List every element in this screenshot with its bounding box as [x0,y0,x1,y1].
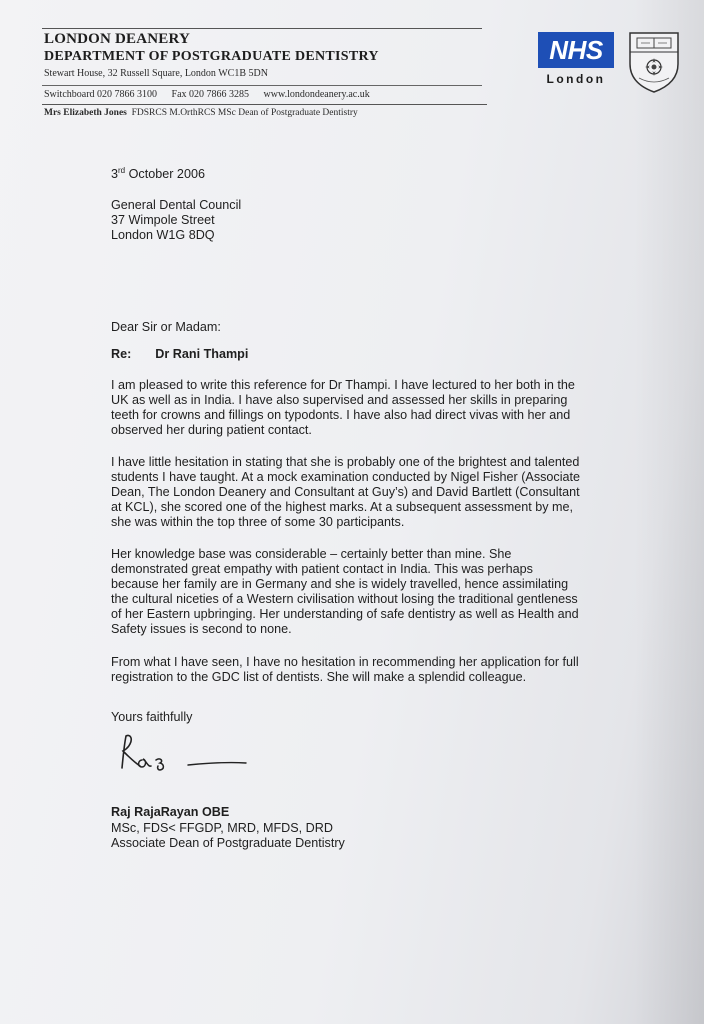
dean-name: Mrs Elizabeth Jones [44,108,127,118]
recipient-address [111,198,241,243]
body-paragraph [111,547,631,637]
body-paragraph [111,655,631,685]
fax-number: Fax 020 7866 3285 [171,89,250,100]
paragraph-line: I have little hesitation in stating that she is probably one of the brightest and talented [111,455,580,469]
dean-details: FDSRCS M.OrthRCS MSc Dean of Postgraduate Dentistry [131,108,358,118]
paragraph-line: demonstrated great empathy with patient contact in India. This was perhaps [111,562,533,576]
paragraph-line: the cultural niceties of a Western civilisation without losing the traditional gentleness [111,592,578,606]
page-shadow [634,0,704,1024]
letterhead-bottom-rule [42,104,487,105]
recipient-line: 37 Wimpole Street [111,213,215,227]
paragraph-line: because her family are in Germany and she is widely travelled, hence assimilating [111,577,569,591]
paragraph-line: students I have taught. At a mock examination conducted by Nigel Fisher (Associate [111,470,581,484]
department-name: DEPARTMENT OF POSTGRADUATE DENTISTRY [44,49,379,64]
date-suffix: rd [118,166,126,175]
date-month-year: October 2006 [125,167,205,181]
body-paragraph [111,455,631,530]
closing: Yours faithfully [111,710,193,724]
paragraph-line: I am pleased to write this reference for Dr Thampi. I have lectured to her both in the [111,378,575,392]
organization-name: LONDON DEANERY [44,31,191,47]
paragraph-line: of her Eastern upbringing. Her understanding of safe dentistry as well as Health and [111,607,579,621]
recipient-line: General Dental Council [111,198,242,212]
signatory-name: Raj RajaRayan OBE [111,805,230,819]
paragraph-line: From what I have seen, I have no hesitation in recommending her application for full [111,655,579,669]
nhs-logo-subtitle: London [546,72,606,86]
paragraph-line: Her knowledge base was considerable – certainly better than mine. She [111,547,512,561]
paragraph-line: registration to the GDC list of dentists. She will make a splendid colleague. [111,670,527,684]
handwritten-signature-icon [118,732,258,782]
nhs-logo-block [538,32,620,86]
letterhead-contacts [44,89,382,100]
deanery-crest-icon [627,30,681,94]
body-paragraph [111,378,631,438]
paragraph-line: Safety issues is second to none. [111,622,292,636]
paragraph-line: UK as well as in India. I have also supervised and assessed her skills in preparing [111,393,568,407]
signatory-title: Associate Dean of Postgraduate Dentistry [111,836,345,850]
paragraph-line: observed her during patient contact. [111,423,312,437]
recipient-line: London W1G 8DQ [111,228,215,242]
letterhead-mid-rule [42,85,482,86]
signatory-qualifications: MSc, FDS< FFGDP, MRD, MFDS, DRD [111,821,333,835]
letter-date [111,167,205,182]
website: www.londondeanery.ac.uk [263,89,370,100]
switchboard-number: Switchboard 020 7866 3100 [44,89,158,100]
letterhead-top-rule [42,28,482,29]
subject-line [111,347,248,362]
paragraph-line: she was within the top three of some 30 participants. [111,515,405,529]
date-day: 3 [111,167,119,181]
subject-label: Re: [111,347,132,361]
subject-name: Dr Rani Thampi [155,347,249,361]
dean-line [44,108,358,118]
nhs-logo: NHS [538,32,614,68]
salutation: Dear Sir or Madam: [111,320,221,334]
paragraph-line: teeth for crowns and fillings on typodonts. I have also had direct vivas with her and [111,408,571,422]
paragraph-line: Dean, The London Deanery and Consultant at Guy’s) and David Bartlett (Consultant [111,485,580,499]
letterhead-address: Stewart House, 32 Russell Square, London WC1B 5DN [44,68,268,79]
paragraph-line: at KCL), she scored one of the highest marks. At a subsequent assessment by me, [111,500,574,514]
